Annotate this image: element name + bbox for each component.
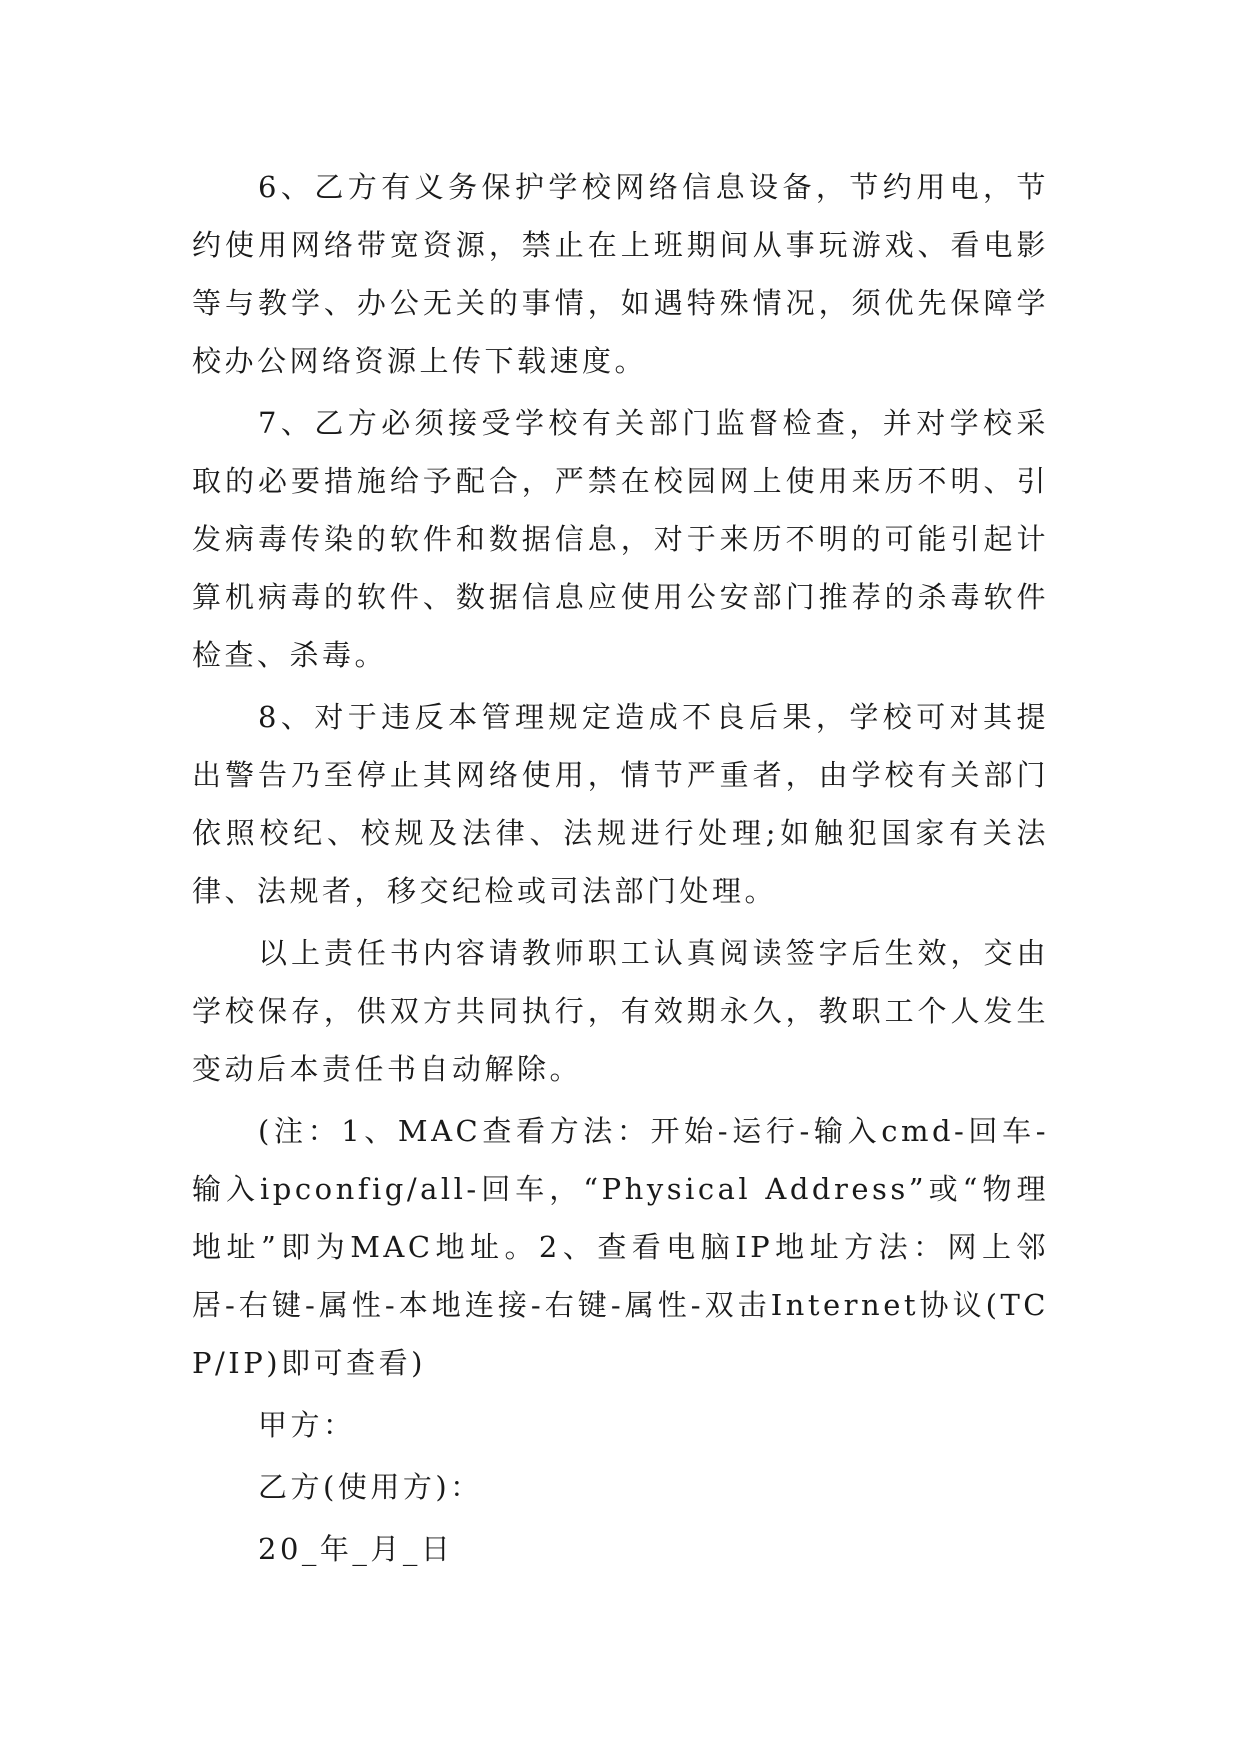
validity-paragraph: 以上责任书内容请教师职工认真阅读签字后生效，交由学校保存，供双方共同执行，有效期永久，教职工个人发生变动后本责任书自动解除。 bbox=[192, 936, 1049, 1086]
clause-6-paragraph: 6、乙方有义务保护学校网络信息设备，节约用电，节约使用网络带宽资源，禁止在上班期间从事玩游戏、看电影等与教学、办公无关的事情，如遇特殊情况，须优先保障学校办公网络资源上传下载速度。 bbox=[192, 170, 1049, 378]
clause-8-paragraph: 8、对于违反本管理规定造成不良后果，学校可对其提出警告乃至停止其网络使用，情节严重者，由学校有关部门依照校纪、校规及法律、法规进行处理;如触犯国家有关法律、法规者，移交纪检或司法部门处理。 bbox=[192, 700, 1049, 908]
document-page bbox=[192, 158, 1049, 1582]
clause-7-paragraph: 7、乙方必须接受学校有关部门监督检查，并对学校采取的必要措施给予配合，严禁在校园网上使用来历不明、引发病毒传染的软件和数据信息，对于来历不明的可能引起计算机病毒的软件、数据信息应使用公安部门推荐的杀毒软件检查、杀毒。 bbox=[192, 406, 1049, 672]
date-line: 20_年_月_日 bbox=[258, 1532, 454, 1566]
note-paragraph: (注：1、MAC查看方法：开始-运行-输入cmd-回车-输入ipconfig/all-回车，“Physical Address”或“物理地址”即为MAC地址。2、查看电脑IP地址方法：网上邻居-右键-属性-本地连接-右键-属性-双击Internet协议(TCP/IP)即可查看) bbox=[192, 1114, 1049, 1380]
party-b-label: 乙方(使用方)： bbox=[258, 1470, 483, 1504]
signature-block bbox=[192, 1396, 1049, 1578]
party-a-label: 甲方： bbox=[258, 1408, 356, 1442]
